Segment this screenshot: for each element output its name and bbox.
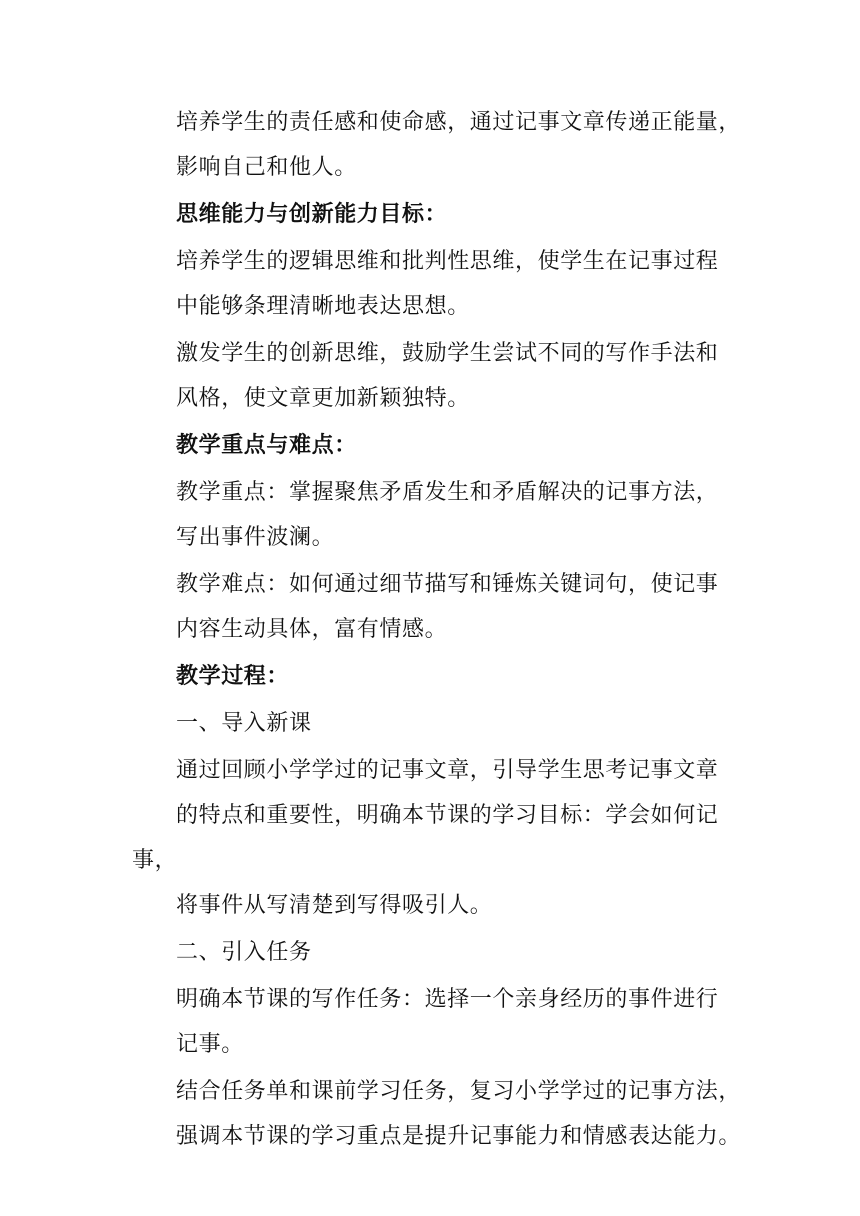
paragraph-intro (132, 748, 747, 928)
heading-thinking-goals (132, 192, 747, 237)
section-task-title (132, 930, 747, 975)
paragraph-teaching-difficulty (132, 562, 747, 652)
text-line: 培养学生的逻辑思维和批判性思维，使学生在记事过程 (176, 249, 719, 274)
text-line: 内容生动具体，富有情感。 (176, 617, 448, 642)
paragraph-review (132, 1069, 747, 1159)
heading-text: 思维能力与创新能力目标： (176, 201, 448, 227)
heading-teaching-process (132, 654, 747, 699)
paragraph-responsibility (132, 100, 747, 190)
document-body (132, 100, 747, 1159)
paragraph-logical-thinking (132, 239, 747, 329)
text-line: 明确本节课的写作任务：选择一个亲身经历的事件进行 (176, 987, 719, 1012)
text-line: 将事件从写清楚到写得吸引人。 (176, 893, 493, 918)
text-line: 影响自己和他人。 (176, 155, 357, 180)
text-line: 的特点和重要性，明确本节课的学习目标：学会如何记事， (132, 803, 719, 873)
text-line: 写出事件波澜。 (176, 525, 335, 550)
heading-text: 教学重点与难点： (176, 432, 357, 458)
text-line: 风格，使文章更加新颖独特。 (176, 386, 470, 411)
paragraph-task (132, 977, 747, 1067)
text-line: 一、导入新课 (176, 711, 312, 736)
text-line: 激发学生的创新思维，鼓励学生尝试不同的写作手法和 (176, 341, 719, 366)
text-line: 二、引入任务 (176, 940, 312, 965)
heading-text: 教学过程： (176, 663, 290, 689)
text-line: 中能够条理清晰地表达思想。 (176, 294, 470, 319)
text-line: 培养学生的责任感和使命感，通过记事文章传递正能量， (176, 110, 742, 135)
text-line: 教学重点：掌握聚焦矛盾发生和矛盾解决的记事方法， (176, 480, 719, 505)
text-line: 教学难点：如何通过细节描写和锤炼关键词句，使记事 (176, 572, 719, 597)
text-line: 强调本节课的学习重点是提升记事能力和情感表达能力。 (176, 1124, 742, 1149)
text-line: 记事。 (176, 1032, 244, 1057)
text-line: 通过回顾小学学过的记事文章，引导学生思考记事文章 (176, 758, 719, 783)
section-intro-title (132, 701, 747, 746)
paragraph-creative-thinking (132, 331, 747, 421)
heading-key-points (132, 423, 747, 468)
text-line: 结合任务单和课前学习任务，复习小学学过的记事方法， (176, 1079, 742, 1104)
paragraph-teaching-focus (132, 470, 747, 560)
